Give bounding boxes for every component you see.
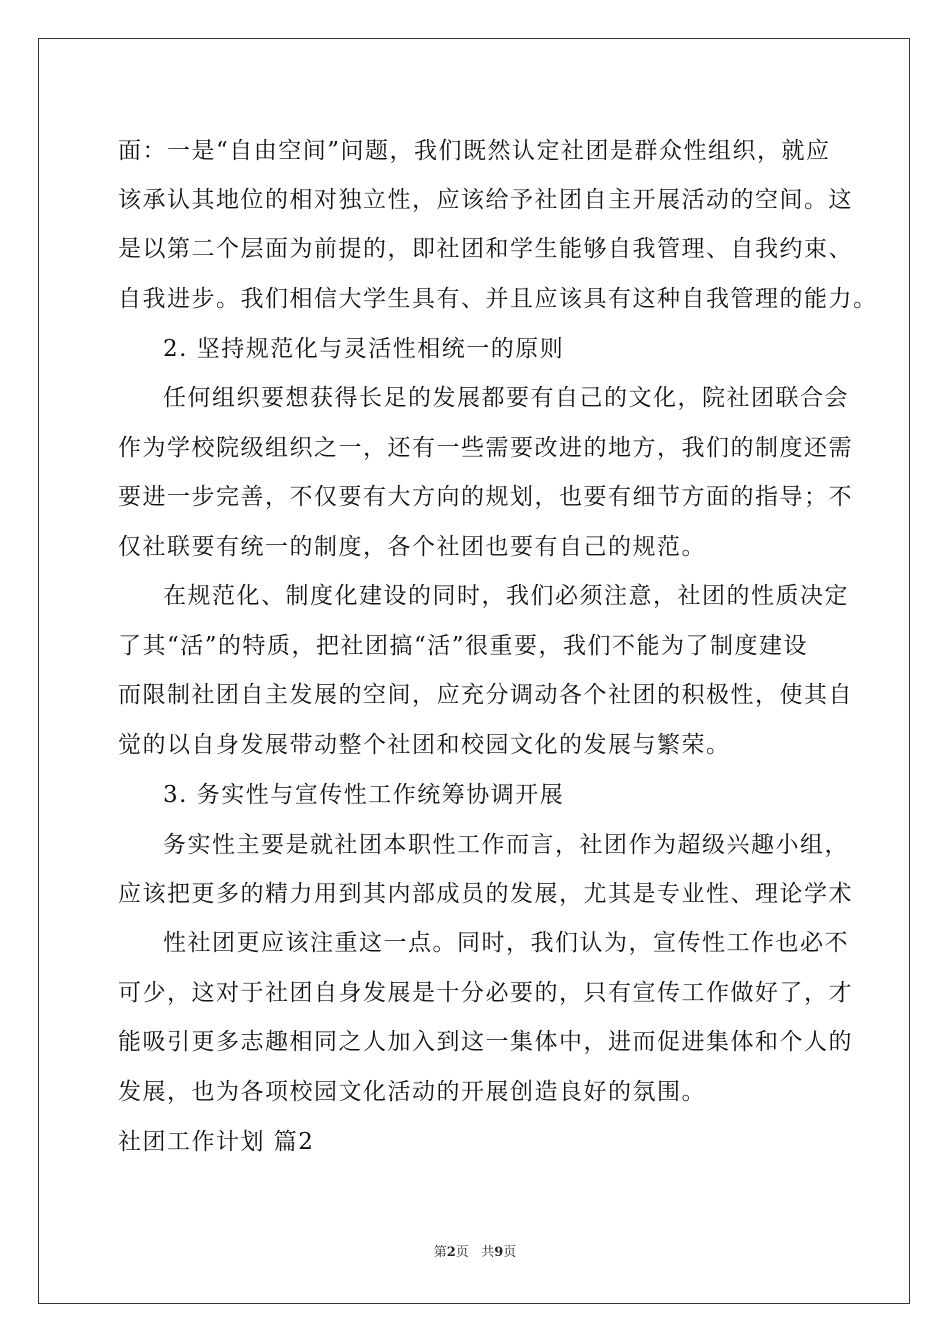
text-line: 自我进步。我们相信大学生具有、并且应该具有这种自我管理的能力。 xyxy=(118,286,878,312)
text-line: 面：一是“自由空间”问题，我们既然认定社团是群众性组织，就应 xyxy=(118,138,831,164)
text-line: 在规范化、制度化建设的同时，我们必须注意，社团的性质决定 xyxy=(163,583,849,609)
text-line: 性社团更应该注重这一点。同时，我们认为，宣传性工作也必不 xyxy=(163,930,849,956)
footer-total-pages: 9 xyxy=(494,1245,504,1260)
text-line: 要进一步完善，不仅要有大方向的规划，也要有细节方面的指导；不 xyxy=(118,484,853,510)
footer-total-prefix: 共 xyxy=(481,1245,495,1260)
text-line: 了其“活”的特质，把社团搞“活”很重要，我们不能为了制度建设 xyxy=(118,633,809,659)
subsection-title: 社团工作计划 篇2 xyxy=(118,1129,315,1155)
text-line: 能吸引更多志趣相同之人加入到这一集体中，进而促进集体和个人的 xyxy=(118,1029,853,1055)
text-line: 发展，也为各项校园文化活动的开展创造良好的氛围。 xyxy=(118,1079,706,1105)
section-heading: 3. 务实性与宣传性工作统筹协调开展 xyxy=(163,782,565,808)
text-line: 而限制社团自主发展的空间，应充分调动各个社团的积极性，使其自 xyxy=(118,682,853,708)
text-line: 觉的以自身发展带动整个社团和校园文化的发展与繁荣。 xyxy=(118,732,731,758)
text-line: 务实性主要是就社团本职性工作而言，社团作为超级兴趣小组， xyxy=(163,832,849,858)
footer-page-suffix: 页 xyxy=(455,1245,469,1260)
text-line: 该承认其地位的相对独立性，应该给予社团自主开展活动的空间。这 xyxy=(118,187,853,213)
text-line: 仅社联要有统一的制度，各个社团也要有自己的规范。 xyxy=(118,534,706,560)
text-line: 任何组织要想获得长足的发展都要有自己的文化，院社团联合会 xyxy=(163,385,849,411)
section-heading: 2. 坚持规范化与灵活性相统一的原则 xyxy=(163,336,565,362)
page-footer xyxy=(0,1244,950,1262)
text-line: 作为学校院级组织之一，还有一些需要改进的地方，我们的制度还需 xyxy=(118,435,853,461)
footer-page-prefix: 第 xyxy=(433,1245,447,1260)
text-line: 应该把更多的精力用到其内部成员的发展，尤其是专业性、理论学术 xyxy=(118,881,853,907)
footer-page-number: 2 xyxy=(446,1245,456,1260)
footer-total-suffix: 页 xyxy=(503,1245,517,1260)
page-border xyxy=(38,38,910,1304)
text-line: 是以第二个层面为前提的，即社团和学生能够自我管理、自我约束、 xyxy=(118,236,853,262)
text-line: 可少，这对于社团自身发展是十分必要的，只有宣传工作做好了，才 xyxy=(118,980,853,1006)
